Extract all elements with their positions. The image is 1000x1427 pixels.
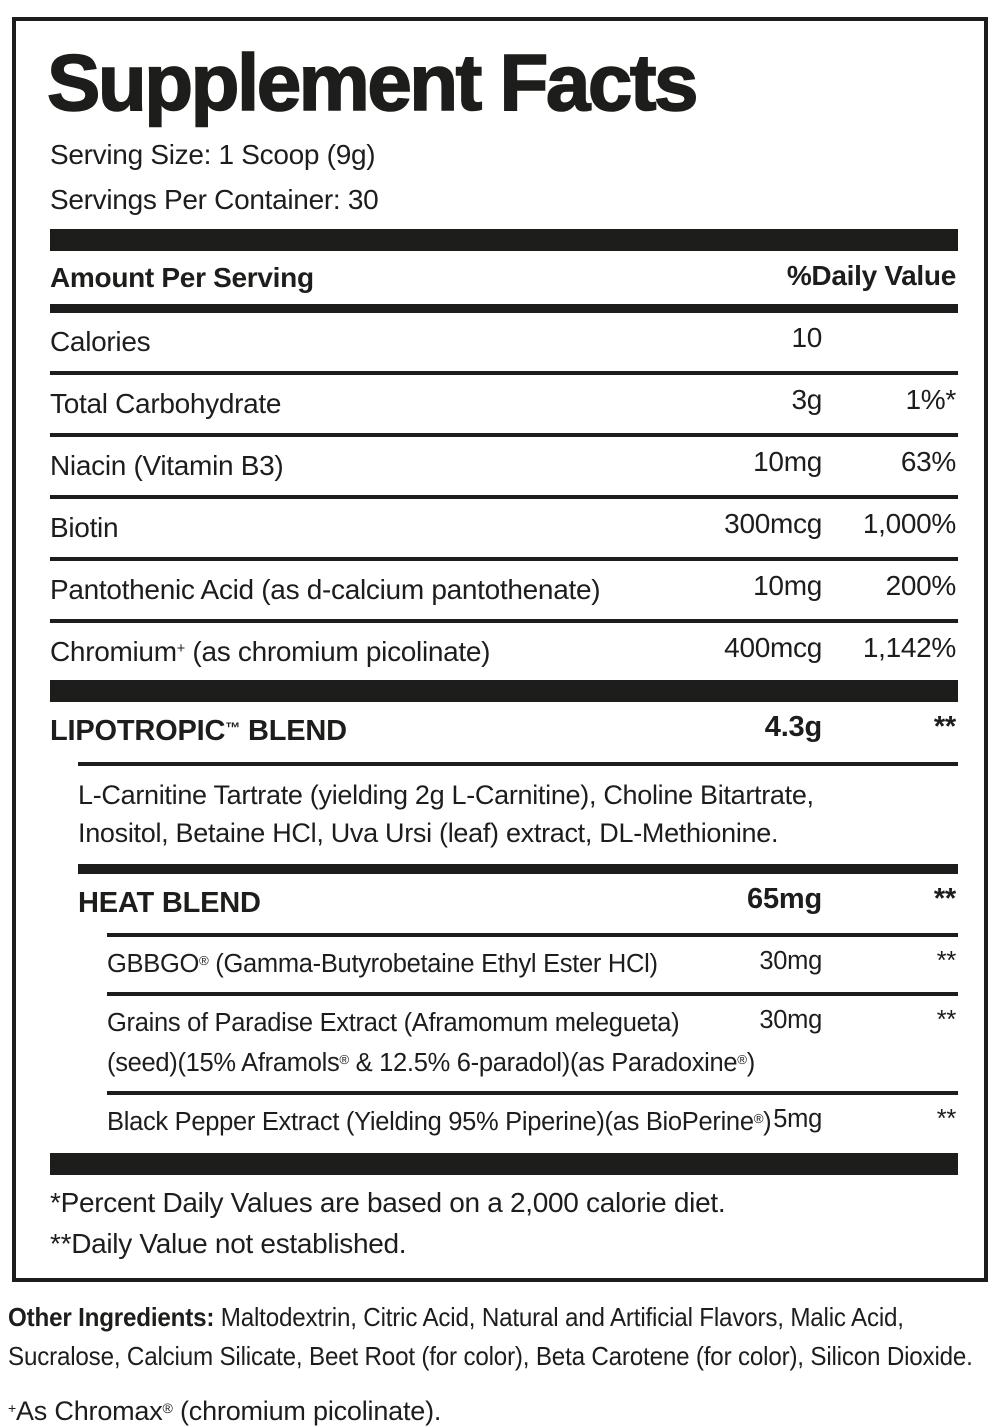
blend-name: LIPOTROPIC™ BLEND — [50, 715, 347, 748]
nutrient-amount: 10 — [791, 322, 822, 354]
nutrient-row-biotin — [50, 499, 958, 557]
heat-item-row-gbbgo — [107, 937, 958, 992]
nutrient-dv: 200% — [885, 569, 956, 601]
nutrient-name: Calories — [50, 326, 151, 358]
nutrient-amount: 400mcg — [724, 631, 822, 663]
nutrient-amount: 300mcg — [724, 507, 822, 539]
blend-name: HEAT BLEND — [78, 887, 261, 920]
column-header-daily-value: %Daily Value — [786, 259, 956, 291]
nutrient-amount: 10mg — [753, 569, 822, 601]
nutrient-amount: 10mg — [753, 446, 822, 478]
chromax-note: +As Chromax® (chromium picolinate). — [8, 1396, 442, 1427]
nutrient-dv: 1,142% — [862, 631, 956, 663]
heat-item-amount: 30mg — [759, 947, 822, 976]
footnotes — [50, 1175, 958, 1268]
nutrient-row-calories — [50, 313, 958, 371]
column-header-row — [50, 251, 958, 305]
heat-item-name-continued: (seed)(15% Aframols® & 12.5% 6-paradol)(as Paradoxine®) — [107, 1048, 755, 1077]
heat-item-amount: 5mg — [773, 1104, 822, 1133]
heat-item-dv: ** — [936, 947, 956, 976]
supplement-facts-panel — [12, 17, 988, 1282]
column-header-amount: Amount Per Serving — [50, 261, 314, 293]
blend-amount: 65mg — [747, 883, 822, 916]
nutrient-dv: 63% — [900, 446, 956, 478]
nutrient-dv: 1%* — [905, 384, 956, 416]
blend-row-heat — [78, 874, 958, 933]
nutrient-row-pantothenic-acid — [50, 561, 958, 619]
heat-item-dv: ** — [936, 1104, 956, 1133]
nutrient-name: Niacin (Vitamin B3) — [50, 450, 284, 482]
heat-item-name: Grains of Paradise Extract (Aframomum melegueta) — [107, 1008, 680, 1037]
other-ingredients — [8, 1298, 990, 1376]
nutrient-name: Chromium+ (as chromium picolinate) — [50, 635, 491, 667]
heat-item-amount: 30mg — [759, 1005, 822, 1034]
divider-thick-top — [50, 229, 958, 251]
divider-heat-blend — [78, 864, 958, 874]
blend-row-lipotropic — [50, 702, 958, 761]
nutrient-row-niacin — [50, 437, 958, 495]
other-ingredients-text: Maltodextrin, Citric Acid, Natural and Artificial Flavors, Malic Acid, Sucralose, Calcium Silicate, Beet Root (for color), Beta Carotene (for color), Silicon Dioxide. — [8, 1302, 973, 1372]
blend-ingredients-line: L-Carnitine Tartrate (yielding 2g L-Carnitine), Choline Bitartrate, — [78, 779, 814, 810]
heat-item-dv: ** — [936, 1005, 956, 1034]
divider-medium — [50, 304, 958, 313]
blend-dv: ** — [933, 883, 956, 916]
divider-thick-bottom — [50, 1153, 958, 1175]
heat-item-row-grains-of-paradise — [107, 996, 958, 1091]
blend-ingredients-line: Inositol, Betaine HCl, Uva Ursi (leaf) extract, DL-Methionine. — [78, 817, 779, 848]
lipotropic-blend-ingredients — [78, 766, 958, 865]
servings-per-container: Servings Per Container: 30 — [50, 183, 379, 215]
nutrient-row-chromium — [50, 623, 958, 681]
nutrient-dv: 1,000% — [862, 507, 956, 539]
serving-size: Serving Size: 1 Scoop (9g) — [50, 139, 376, 170]
heat-item-row-black-pepper — [107, 1095, 958, 1150]
nutrient-amount: 3g — [791, 384, 822, 416]
nutrient-name: Total Carbohydrate — [50, 388, 282, 420]
nutrient-name: Pantothenic Acid (as d-calcium pantothenate) — [50, 573, 601, 605]
heat-item-name: Black Pepper Extract (Yielding 95% Piperine)(as BioPerine®) — [107, 1107, 772, 1136]
divider-thick-mid — [50, 680, 958, 702]
heat-item-name: GBBGO® (Gamma-Butyrobetaine Ethyl Ester HCl) — [107, 950, 658, 979]
footnote-not-established: **Daily Value not established. — [50, 1227, 407, 1259]
panel-title: Supplement Facts — [47, 38, 697, 127]
nutrient-row-total-carbohydrate — [50, 375, 958, 433]
footnote-daily-value: *Percent Daily Values are based on a 2,000 calorie diet. — [50, 1187, 726, 1219]
blend-amount: 4.3g — [764, 711, 822, 744]
blend-dv: ** — [933, 711, 956, 744]
other-ingredients-label: Other Ingredients: — [8, 1302, 215, 1333]
nutrient-name: Biotin — [50, 511, 119, 543]
